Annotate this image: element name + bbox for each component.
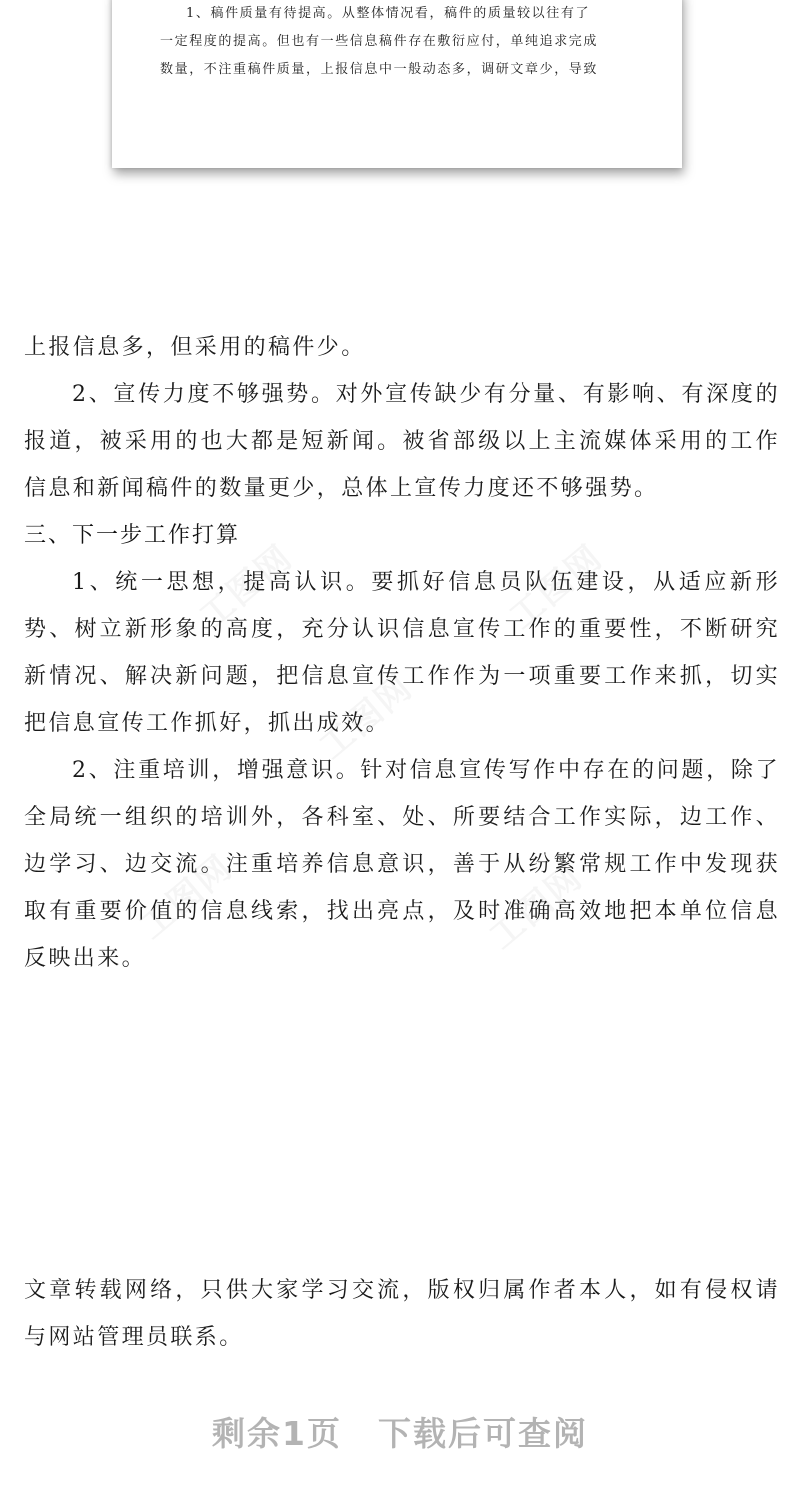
watermark: 工图网	[132, 847, 241, 948]
watermark: 工图网	[192, 537, 301, 638]
paragraph: 2、注重培训，增强意识。针对信息宣传写作中存在的问题，除了全局统一组织的培训外，各科室、处、所要结合工作实际，边工作、边学习、边交流。注重培养信息意识，善于从纷繁常规工作中发现获取有重要价值的信息线索，找出亮点，及时准确高效地把本单位信息反映出来。	[24, 758, 780, 971]
remaining-pages-count: 剩余1页	[212, 1414, 342, 1453]
watermark: 工图网	[482, 857, 591, 958]
article-body	[24, 324, 780, 982]
notice-text: 文章转载网络，只供大家学习交流，版权归属作者本人，如有侵权请与网站管理员联系。	[24, 1278, 780, 1350]
section-heading: 三、下一步工作打算	[24, 523, 241, 548]
copyright-notice	[24, 1267, 780, 1361]
watermark: 工图网	[312, 667, 421, 768]
preview-line: 1、稿件质量有待提高。从整体情况看，稿件的质量较以往有了	[186, 6, 591, 21]
paragraph: 2、宣传力度不够强势。对外宣传缺少有分量、有影响、有深度的报道，被采用的也大都是短新闻。被省部级以上主流媒体采用的工作信息和新闻稿件的数量更少，总体上宣传力度还不够强势。	[24, 382, 780, 501]
preview-line: 一定程度的提高。但也有一些信息稿件存在敷衍应付，单纯追求完成	[160, 34, 599, 49]
download-to-view-label[interactable]: 下载后可查阅	[377, 1414, 588, 1453]
paragraph: 上报信息多，但采用的稿件少。	[24, 335, 366, 360]
watermark: 工图网	[502, 537, 611, 638]
document-preview-card	[112, 0, 682, 168]
preview-line: 数量，不注重稿件质量，上报信息中一般动态多，调研文章少，导致	[160, 62, 599, 77]
paragraph: 1、统一思想，提高认识。要抓好信息员队伍建设，从适应新形势、树立新形象的高度，充分认识信息宣传工作的重要性，不断研究新情况、解决新问题，把信息宣传工作作为一项重要工作来抓，切实把信息宣传工作抓好，抓出成效。	[24, 570, 780, 736]
remaining-pages-prompt[interactable]	[0, 1408, 800, 1455]
